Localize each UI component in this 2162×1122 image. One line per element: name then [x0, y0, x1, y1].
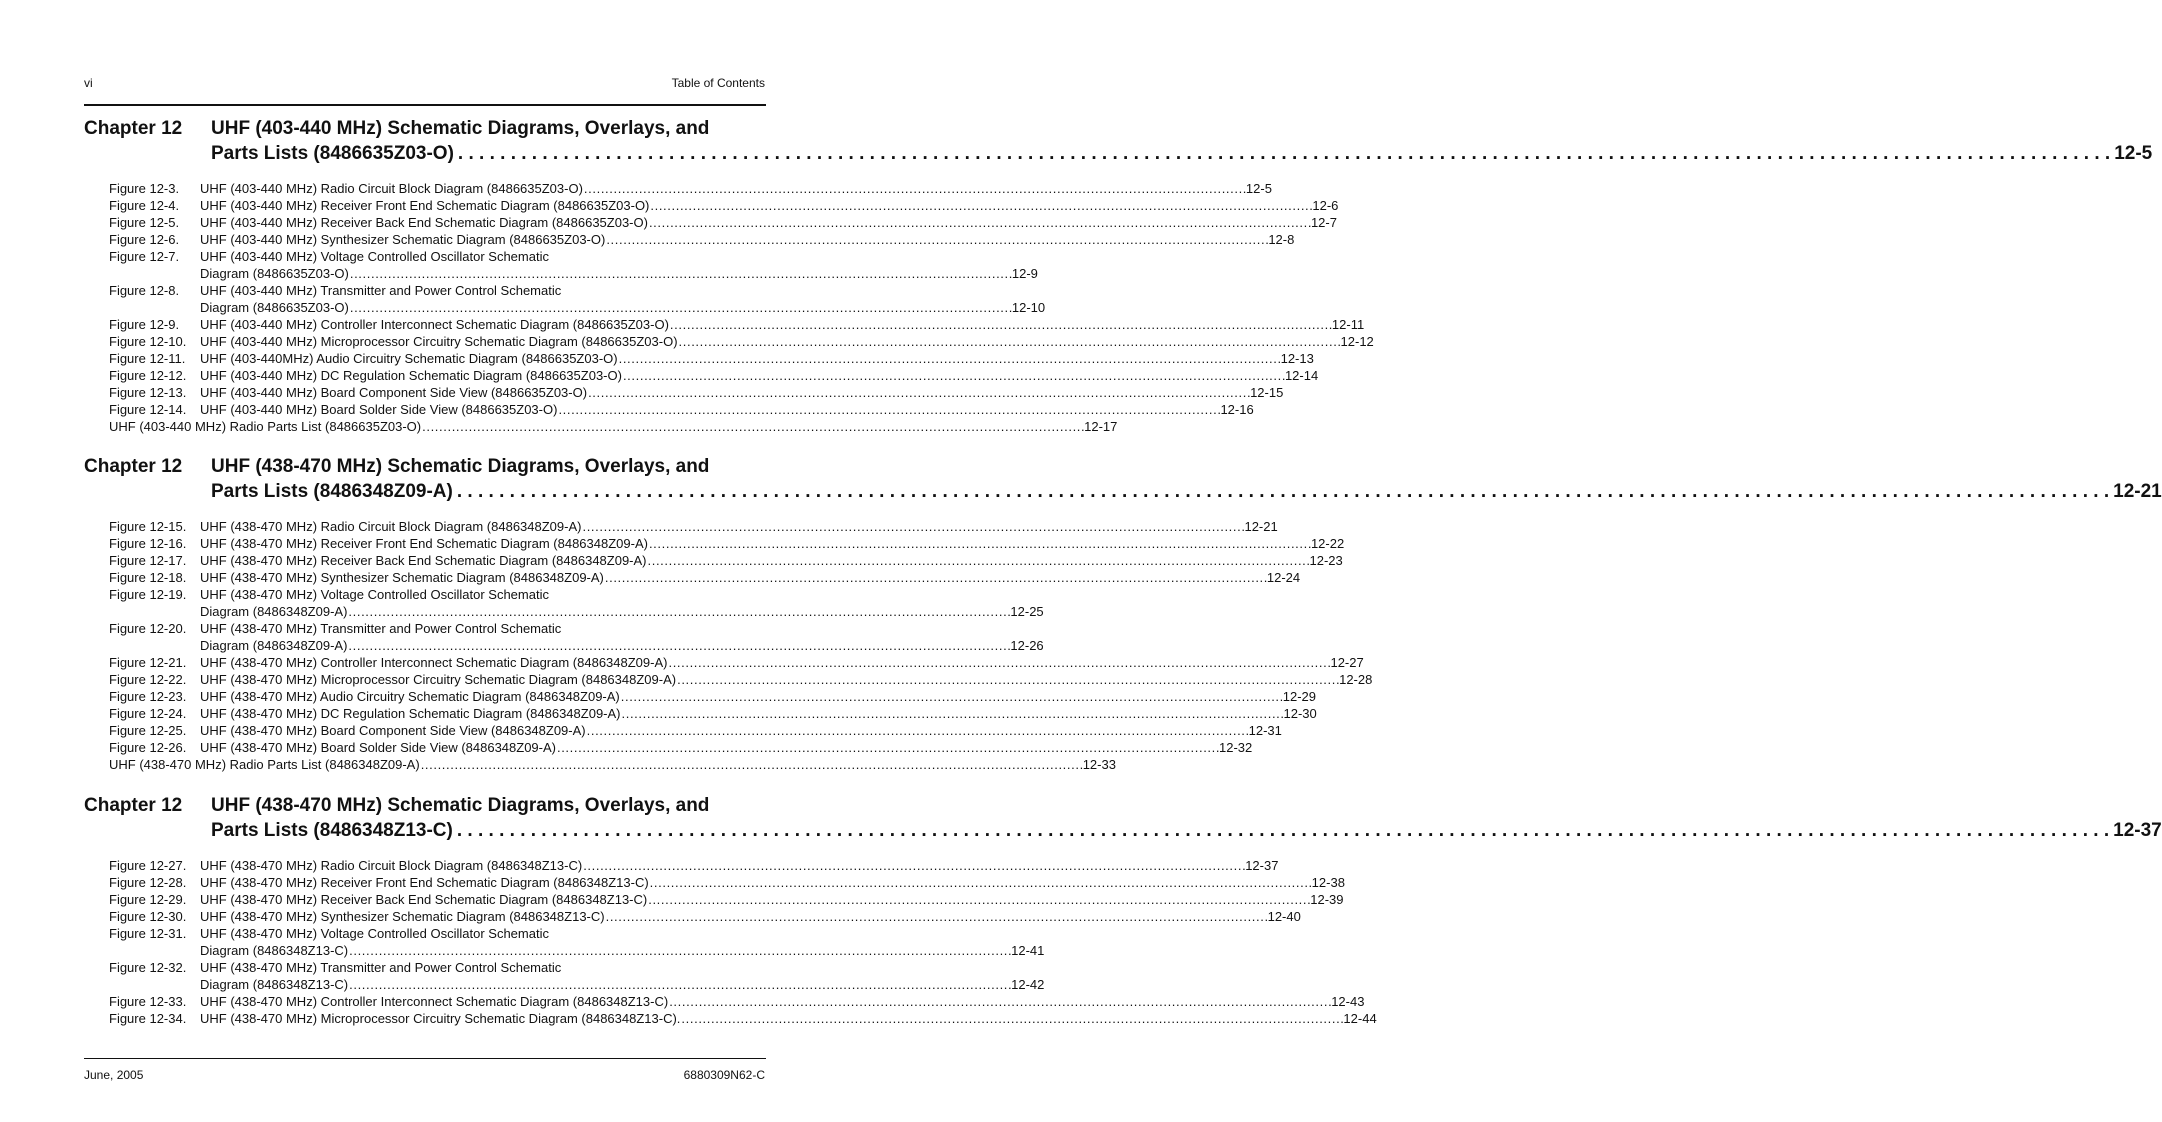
entry-page-number: 12-44: [1343, 1011, 1377, 1026]
figure-number: Figure 12-31.: [109, 926, 187, 941]
entry-page-number: 12-38: [1311, 875, 1345, 890]
chapter-heading[interactable]: [84, 116, 766, 141]
entry-title: Diagram (8486348Z13-C): [200, 943, 349, 958]
figure-number: Figure 12-16.: [109, 536, 187, 551]
figure-number: Figure 12-14.: [109, 402, 187, 417]
chapter-heading[interactable]: [84, 454, 766, 479]
entry-title: UHF (438-470 MHz) DC Regulation Schematic Diagram (8486348Z09-A): [200, 706, 621, 721]
toc-parts-list-entry[interactable]: [109, 756, 1116, 773]
entry-title: UHF (403-440 MHz) Radio Circuit Block Diagram (8486635Z03-O): [200, 181, 583, 196]
entry-title: UHF (438-470 MHz) Receiver Front End Schematic Diagram (8486348Z09-A): [200, 536, 648, 551]
entry-page-number: 12-23: [1309, 553, 1343, 568]
toc-figure-entry[interactable]: [109, 1010, 1377, 1027]
figure-number: Figure 12-4.: [109, 198, 180, 213]
dot-leader: [619, 350, 1280, 367]
entry-page-number: 12-16: [1220, 402, 1254, 417]
entry-title: UHF (403-440 MHz) Synthesizer Schematic Diagram (8486635Z03-O): [200, 232, 606, 247]
entry-title: UHF (403-440 MHz) Transmitter and Power Control Schematic: [200, 283, 562, 298]
entry-title: UHF (438-470 MHz) Receiver Back End Schematic Diagram (8486348Z13-C): [200, 892, 648, 907]
dot-leader: [650, 197, 1311, 214]
entry-title: UHF (403-440 MHz) Microprocessor Circuitry Schematic Diagram (8486635Z03-O): [200, 334, 678, 349]
entry-page-number: 12-5: [1245, 181, 1272, 196]
entry-title: UHF (438-470 MHz) Audio Circuitry Schematic Diagram (8486348Z09-A): [200, 689, 620, 704]
figure-number: Figure 12-7.: [109, 249, 180, 264]
entry-title: UHF (438-470 MHz) Voltage Controlled Oscillator Schematic: [200, 587, 549, 602]
dot-leader: [348, 637, 1009, 654]
footer-date: June, 2005: [84, 1068, 144, 1082]
entry-title: UHF (438-470 MHz) Receiver Front End Schematic Diagram (8486348Z13-C): [200, 875, 649, 890]
figure-number: Figure 12-18.: [109, 570, 187, 585]
figure-number: Figure 12-13.: [109, 385, 187, 400]
chapter-title: UHF (403-440 MHz) Schematic Diagrams, Overlays, and: [211, 118, 710, 139]
figure-number: Figure 12-6.: [109, 232, 180, 247]
entry-page-number: 12-30: [1283, 706, 1317, 721]
chapter-title: UHF (438-470 MHz) Schematic Diagrams, Overlays, and: [211, 456, 710, 477]
dot-leader: [457, 479, 2109, 504]
figure-number: Figure 12-27.: [109, 858, 187, 873]
figure-number: Figure 12-28.: [109, 875, 187, 890]
figure-number: Figure 12-10.: [109, 334, 187, 349]
figure-number: Figure 12-34.: [109, 1011, 187, 1026]
toc-figure-entry[interactable]: [109, 316, 1365, 333]
entry-page-number: 12-29: [1282, 689, 1317, 704]
entry-title: UHF (403-440 MHz) Receiver Front End Schematic Diagram (8486635Z03-O): [200, 198, 650, 213]
toc-figure-entry[interactable]: [109, 705, 1317, 722]
figure-number: Figure 12-23.: [109, 689, 187, 704]
toc-figure-entry[interactable]: [109, 248, 1038, 282]
dot-leader: [668, 654, 1329, 671]
toc-figure-entry[interactable]: [109, 891, 1344, 908]
dot-leader: [349, 976, 1010, 993]
entry-title: UHF (403-440 MHz) Receiver Back End Schematic Diagram (8486635Z03-O): [200, 215, 648, 230]
figure-number: Figure 12-12.: [109, 368, 187, 383]
dot-leader: [350, 265, 1011, 282]
entry-title: UHF (438-470 MHz) Microprocessor Circuitry Schematic Diagram (8486348Z09-A): [200, 672, 677, 687]
chapter-title-continued: Parts Lists (8486348Z09-A): [211, 481, 453, 502]
toc-figure-entry[interactable]: [109, 874, 1345, 891]
chapter-label: Chapter 12: [84, 118, 183, 139]
header-divider: [84, 104, 766, 106]
dot-leader: [422, 418, 1083, 435]
toc-figure-entry[interactable]: [109, 739, 1253, 756]
chapter-heading[interactable]: [84, 793, 766, 818]
dot-leader: [606, 908, 1267, 925]
entry-title: UHF (438-470 MHz) Radio Circuit Block Diagram (8486348Z13-C): [200, 858, 583, 873]
entry-page-number: 12-11: [1331, 317, 1365, 332]
toc-parts-list-entry[interactable]: [109, 418, 1118, 435]
entry-page-number: 12-42: [1011, 977, 1045, 992]
figure-list: [109, 180, 1374, 435]
entry-page-number: 12-39: [1310, 892, 1344, 907]
dot-leader: [350, 299, 1011, 316]
entry-page-number: 12-14: [1284, 368, 1319, 383]
entry-title: UHF (438-470 MHz) Synthesizer Schematic Diagram (8486348Z13-C): [200, 909, 605, 924]
dot-leader: [670, 316, 1331, 333]
dot-leader: [622, 705, 1283, 722]
figure-number: Figure 12-25.: [109, 723, 187, 738]
toc-figure-entry[interactable]: [109, 722, 1282, 739]
dot-leader: [677, 671, 1338, 688]
entry-title: Diagram (8486348Z13-C): [200, 977, 349, 992]
dot-leader: [348, 603, 1009, 620]
toc-figure-entry[interactable]: [109, 367, 1319, 384]
entry-page-number: 12-22: [1310, 536, 1345, 551]
entry-page-number: 12-26: [1010, 638, 1044, 653]
entry-page-number: 12-37: [1245, 858, 1279, 873]
figure-number: Figure 12-22.: [109, 672, 187, 687]
figure-number: Figure 12-19.: [109, 587, 187, 602]
dot-leader: [679, 333, 1340, 350]
entry-page-number: 12-7: [1310, 215, 1337, 230]
entry-title: UHF (403-440MHz) Audio Circuitry Schematic Diagram (8486635Z03-O): [200, 351, 618, 366]
entry-page-number: 12-10: [1011, 300, 1046, 315]
entry-title: UHF (438-470 MHz) Controller Interconnect Schematic Diagram (8486348Z13-C): [200, 994, 669, 1009]
toc-figure-entry[interactable]: [109, 350, 1314, 367]
figure-number: Figure 12-20.: [109, 621, 187, 636]
dot-leader: [606, 231, 1267, 248]
figure-number: Figure 12-15.: [109, 519, 187, 534]
entry-title: UHF (403-440 MHz) DC Regulation Schematic Diagram (8486635Z03-O): [200, 368, 622, 383]
entry-page-number: 12-13: [1280, 351, 1314, 366]
entry-title: UHF (403-440 MHz) Controller Interconnect Schematic Diagram (8486635Z03-O): [200, 317, 669, 332]
chapter-page-number: 12-37: [2113, 820, 2162, 841]
entry-page-number: 12-17: [1084, 419, 1118, 434]
entry-title: Diagram (8486635Z03-O): [200, 266, 349, 281]
toc-figure-entry[interactable]: [109, 552, 1343, 569]
dot-leader: [621, 688, 1282, 705]
figure-number: Figure 12-33.: [109, 994, 187, 1009]
figure-number: Figure 12-29.: [109, 892, 187, 907]
chapter-title-continued: Parts Lists (8486348Z13-C): [211, 820, 453, 841]
figure-number: Figure 12-3.: [109, 181, 180, 196]
dot-leader: [649, 535, 1310, 552]
dot-leader: [582, 518, 1243, 535]
entry-title: UHF (438-470 MHz) Synthesizer Schematic Diagram (8486348Z09-A): [200, 570, 604, 585]
toc-figure-entry[interactable]: [109, 197, 1339, 214]
toc-figure-entry[interactable]: [109, 654, 1364, 671]
toc-figure-entry[interactable]: [109, 231, 1295, 248]
figure-number: Figure 12-8.: [109, 283, 180, 298]
entry-title: UHF (403-440 MHz) Board Component Side View (8486635Z03-O): [200, 385, 588, 400]
entry-title: UHF (438-470 MHz) Microprocessor Circuitry Schematic Diagram (8486348Z13-C).: [200, 1011, 681, 1026]
figure-number: Figure 12-24.: [109, 706, 187, 721]
dot-leader: [650, 874, 1311, 891]
entry-page-number: 12-40: [1267, 909, 1301, 924]
entry-title: UHF (438-470 MHz) Board Component Side View (8486348Z09-A): [200, 723, 586, 738]
entry-page-number: 12-21: [1244, 519, 1278, 534]
entry-title: UHF (438-470 MHz) Transmitter and Power Control Schematic: [200, 621, 562, 636]
entry-title: UHF (438-470 MHz) Transmitter and Power Control Schematic: [200, 960, 562, 975]
figure-number: Figure 12-17.: [109, 553, 187, 568]
dot-leader: [623, 367, 1284, 384]
dot-leader: [584, 180, 1245, 197]
toc-figure-entry[interactable]: [109, 214, 1337, 231]
entry-page-number: 12-25: [1010, 604, 1044, 619]
chapter-label: Chapter 12: [84, 795, 183, 816]
figure-number: Figure 12-11.: [109, 351, 186, 366]
toc-figure-entry[interactable]: [109, 518, 1278, 535]
dot-leader: [648, 552, 1309, 569]
entry-page-number: 12-24: [1266, 570, 1301, 585]
chapter-heading-line2[interactable]: [211, 141, 2153, 166]
entry-title: UHF (438-470 MHz) Board Solder Side View (8486348Z09-A): [200, 740, 556, 755]
header-section-title: Table of Contents: [671, 76, 765, 90]
figure-number: Figure 12-26.: [109, 740, 187, 755]
chapter-title-continued: Parts Lists (8486635Z03-O): [211, 143, 454, 164]
header-page-number: vi: [84, 76, 93, 90]
chapter-section: [84, 454, 2162, 773]
dot-leader: [669, 993, 1330, 1010]
toc-figure-entry[interactable]: [109, 925, 1045, 959]
figure-number: Figure 12-32.: [109, 960, 187, 975]
toc-figure-entry[interactable]: [109, 620, 1044, 654]
entry-title: UHF (438-470 MHz) Radio Parts List (8486348Z09-A): [109, 757, 420, 772]
chapter-page-number: 12-5: [2114, 143, 2153, 164]
dot-leader: [681, 1010, 1342, 1027]
chapter-label: Chapter 12: [84, 456, 183, 477]
footer-divider: [84, 1058, 766, 1059]
entry-title: UHF (438-470 MHz) Radio Circuit Block Diagram (8486348Z09-A): [200, 519, 582, 534]
entry-page-number: 12-31: [1248, 723, 1282, 738]
toc-figure-entry[interactable]: [109, 535, 1345, 552]
figure-list: [109, 857, 1377, 1027]
dot-leader: [457, 818, 2109, 843]
dot-leader: [588, 384, 1249, 401]
toc-figure-entry[interactable]: [109, 569, 1301, 586]
toc-figure-entry[interactable]: [109, 688, 1317, 705]
entry-page-number: 12-27: [1330, 655, 1364, 670]
chapter-section: [84, 793, 2162, 1027]
entry-page-number: 12-8: [1268, 232, 1295, 247]
entry-page-number: 12-15: [1250, 385, 1284, 400]
entry-title: UHF (403-440 MHz) Radio Parts List (8486635Z03-O): [109, 419, 422, 434]
toc-figure-entry[interactable]: [109, 671, 1373, 688]
chapter-heading-line2[interactable]: [211, 818, 2162, 843]
toc-figure-entry[interactable]: [109, 180, 1272, 197]
entry-title: UHF (438-470 MHz) Voltage Controlled Oscillator Schematic: [200, 926, 549, 941]
dot-leader: [648, 891, 1309, 908]
dot-leader: [421, 756, 1082, 773]
dot-leader: [349, 942, 1010, 959]
entry-page-number: 12-12: [1340, 334, 1374, 349]
entry-title: UHF (438-470 MHz) Controller Interconnect Schematic Diagram (8486348Z09-A): [200, 655, 668, 670]
entry-page-number: 12-33: [1082, 757, 1116, 772]
chapter-section: [84, 116, 2153, 435]
figure-number: Figure 12-5.: [109, 215, 180, 230]
entry-title: UHF (403-440 MHz) Voltage Controlled Oscillator Schematic: [200, 249, 549, 264]
toc-figure-entry[interactable]: [109, 959, 1045, 993]
dot-leader: [649, 214, 1310, 231]
figure-number: Figure 12-21.: [109, 655, 187, 670]
entry-title: Diagram (8486348Z09-A): [200, 604, 348, 619]
chapter-title: UHF (438-470 MHz) Schematic Diagrams, Overlays, and: [211, 795, 710, 816]
dot-leader: [583, 857, 1244, 874]
entry-page-number: 12-41: [1011, 943, 1045, 958]
entry-page-number: 12-32: [1218, 740, 1253, 755]
figure-list: [109, 518, 1373, 773]
toc-figure-entry[interactable]: [109, 333, 1374, 350]
entry-page-number: 12-6: [1312, 198, 1339, 213]
dot-leader: [458, 141, 2110, 166]
toc-figure-entry[interactable]: [109, 993, 1365, 1010]
entry-page-number: 12-43: [1331, 994, 1365, 1009]
toc-figure-entry[interactable]: [109, 586, 1044, 620]
footer-doc-number: 6880309N62-C: [683, 1068, 765, 1082]
dot-leader: [557, 739, 1218, 756]
dot-leader: [605, 569, 1266, 586]
figure-number: Figure 12-9.: [109, 317, 180, 332]
entry-title: Diagram (8486348Z09-A): [200, 638, 348, 653]
toc-figure-entry[interactable]: [109, 401, 1254, 418]
entry-page-number: 12-28: [1339, 672, 1373, 687]
entry-title: UHF (438-470 MHz) Receiver Back End Schematic Diagram (8486348Z09-A): [200, 553, 647, 568]
chapter-page-number: 12-21: [2113, 481, 2162, 502]
entry-page-number: 12-9: [1011, 266, 1038, 281]
entry-title: Diagram (8486635Z03-O): [200, 300, 349, 315]
dot-leader: [558, 401, 1219, 418]
dot-leader: [587, 722, 1248, 739]
toc-figure-entry[interactable]: [109, 384, 1284, 401]
toc-figure-entry[interactable]: [109, 908, 1301, 925]
chapter-heading-line2[interactable]: [211, 479, 2162, 504]
toc-figure-entry[interactable]: [109, 282, 1046, 316]
entry-title: UHF (403-440 MHz) Board Solder Side View (8486635Z03-O): [200, 402, 558, 417]
figure-number: Figure 12-30.: [109, 909, 187, 924]
toc-figure-entry[interactable]: [109, 857, 1279, 874]
